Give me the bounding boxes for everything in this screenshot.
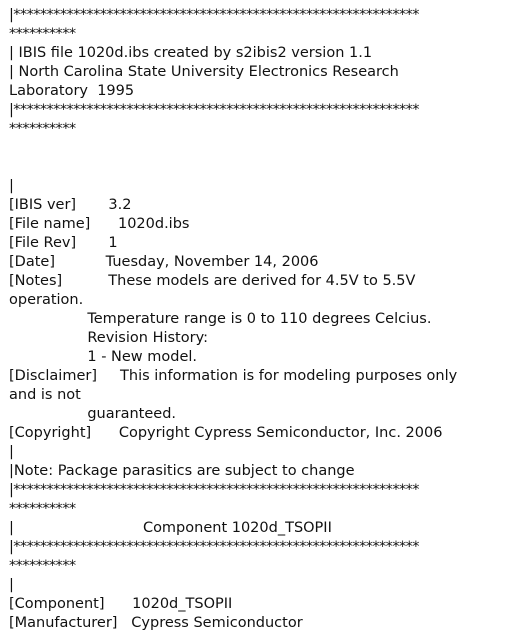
ibis-file-text	[9, 6, 509, 631]
header-comment-line: Laboratory 1995	[9, 83, 135, 99]
file-name-line: [File name] 1020d.ibs	[9, 216, 190, 232]
manufacturer-line: [Manufacturer] Cypress Semiconductor	[9, 615, 303, 631]
header-comment-line: | North Carolina State University Electronics Research	[9, 64, 399, 80]
header-comment-line: | IBIS file 1020d.ibs created by s2ibis2 version 1.1	[9, 45, 373, 61]
separator-line: **********	[9, 121, 76, 137]
separator-line: **********	[9, 558, 76, 574]
date-line: [Date] Tuesday, November 14, 2006	[9, 254, 319, 270]
comment-pipe-line: |	[9, 178, 14, 194]
copyright-line: [Copyright] Copyright Cypress Semiconductor, Inc. 2006	[9, 425, 443, 441]
separator-line: |*************************************************************	[9, 539, 419, 555]
separator-line: |*************************************************************	[9, 102, 419, 118]
separator-line: |*************************************************************	[9, 7, 419, 23]
comment-pipe-line: |	[9, 444, 14, 460]
blank-line	[9, 139, 509, 158]
blank-line	[9, 158, 509, 177]
ibis-ver-line: [IBIS ver] 3.2	[9, 197, 132, 213]
component-heading-line: | Component 1020d_TSOPII	[9, 520, 332, 536]
note-line: |Note: Package parasitics are subject to change	[9, 463, 355, 479]
file-rev-line: [File Rev] 1	[9, 235, 118, 251]
disclaimer-line: [Disclaimer] This information is for modeling purposes only	[9, 368, 458, 384]
separator-line: **********	[9, 26, 76, 42]
component-line: [Component] 1020d_TSOPII	[9, 596, 233, 612]
comment-pipe-line: |	[9, 577, 14, 593]
separator-line: **********	[9, 501, 76, 517]
notes-line: Temperature range is 0 to 110 degrees Celcius.	[9, 311, 432, 327]
disclaimer-line: guaranteed.	[9, 406, 177, 422]
disclaimer-line: and is not	[9, 387, 81, 403]
notes-line: operation.	[9, 292, 84, 308]
separator-line: |*************************************************************	[9, 482, 419, 498]
notes-line: [Notes] These models are derived for 4.5V to 5.5V	[9, 273, 416, 289]
notes-line: Revision History:	[9, 330, 208, 346]
notes-line: 1 - New model.	[9, 349, 198, 365]
